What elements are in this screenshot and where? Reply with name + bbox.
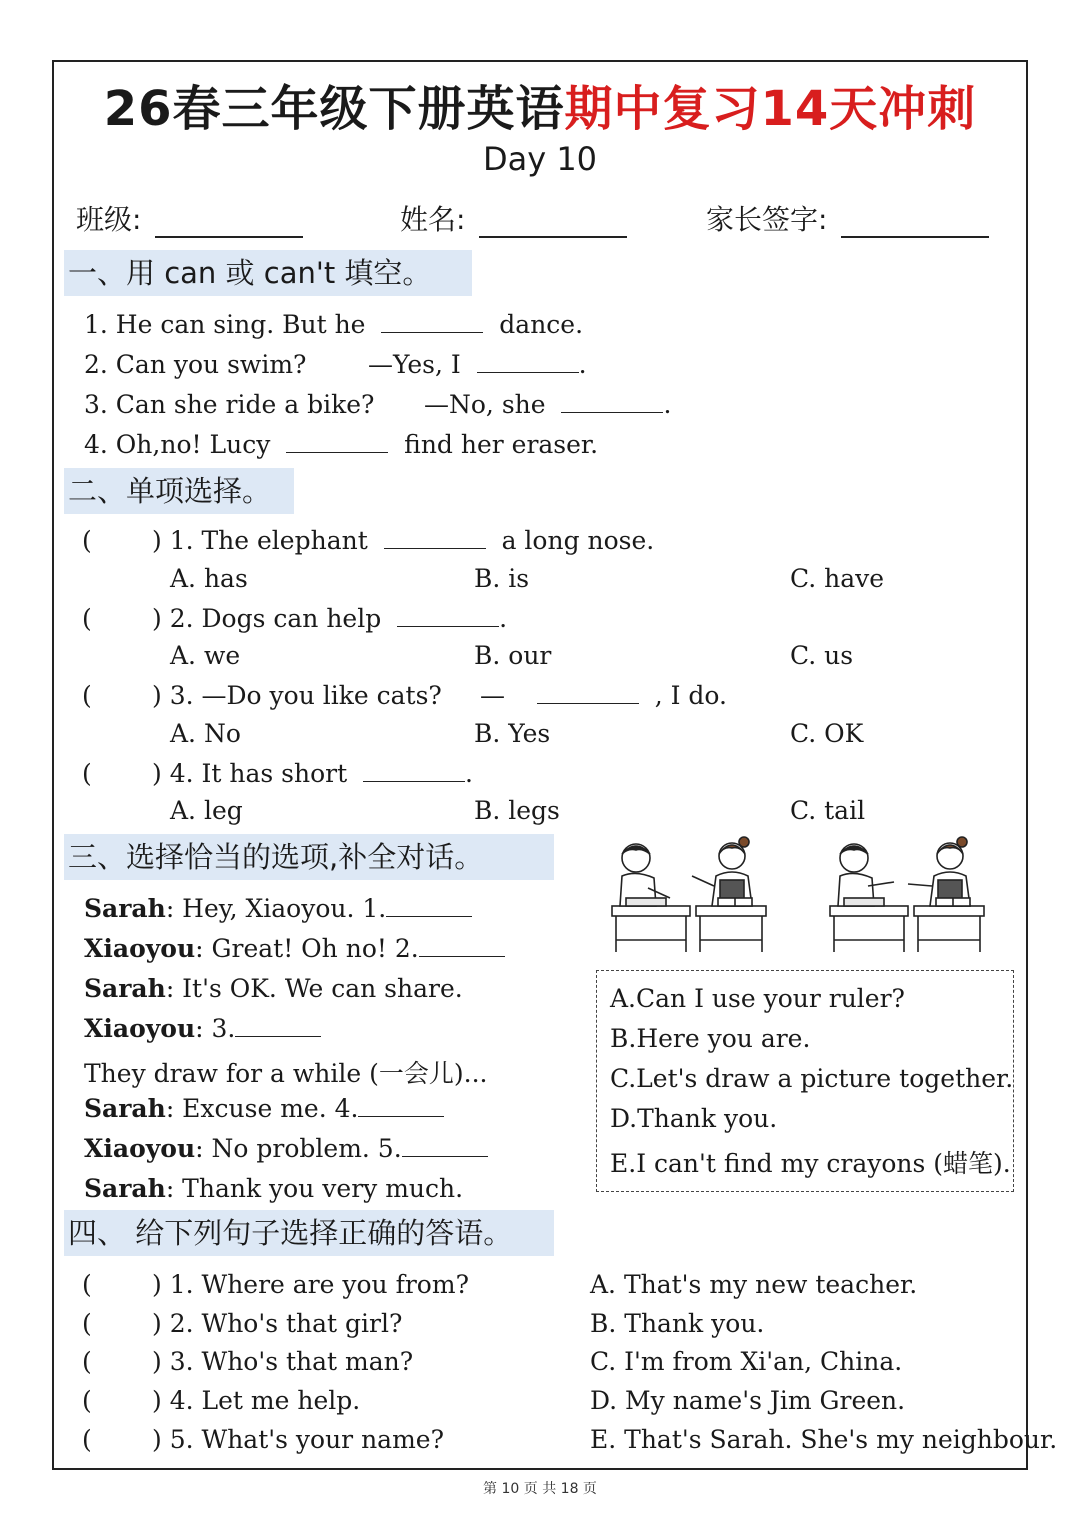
s2-q4-option-b[interactable]: B. legs: [474, 796, 560, 825]
s1-blank-2[interactable]: [477, 350, 579, 373]
dialogue-blank-5[interactable]: [402, 1134, 488, 1157]
s1-item-1: 1. He can sing. But he dance.: [84, 310, 584, 339]
children-drawing-illustration: [606, 836, 1014, 960]
s2-question-2: ) 2. Dogs can help .: [152, 604, 508, 633]
s1-blank-3[interactable]: [561, 390, 663, 413]
s2-question-3-reply: — , I do.: [480, 681, 727, 710]
dialogue-blank-2[interactable]: [419, 934, 505, 957]
dialogue-line-1: Sarah: Hey, Xiaoyou. 1.: [84, 894, 472, 923]
title-main: 26春三年级下册英语: [103, 81, 565, 137]
s4-answer-e: E. That's Sarah. She's my neighbour.: [590, 1425, 1058, 1454]
dialogue-line-3: Sarah: It's OK. We can share.: [84, 974, 463, 1003]
s4-answer-a: A. That's my new teacher.: [590, 1270, 918, 1299]
s2-blank-4[interactable]: [363, 759, 465, 782]
dialogue-blank-4[interactable]: [358, 1094, 444, 1117]
s4-answer-b: B. Thank you.: [590, 1309, 765, 1338]
section1-heading: 一、用 can 或 can't 填空。: [64, 250, 472, 296]
page-footer: 第 10 页 共 18 页: [483, 1481, 597, 1497]
s2-q1-option-c[interactable]: C. have: [790, 564, 885, 593]
section2-heading: 二、单项选择。: [64, 468, 294, 514]
dialogue-narration: They draw for a while (一会儿)...: [84, 1059, 488, 1088]
s2-q1-option-a[interactable]: A. has: [170, 564, 248, 593]
s2-q3-option-c[interactable]: C. OK: [790, 719, 864, 748]
s2-q1-option-b[interactable]: B. is: [474, 564, 530, 593]
s4-answer-d: D. My name's Jim Green.: [590, 1386, 906, 1415]
section4-heading: 四、 给下列句子选择正确的答语。: [64, 1210, 554, 1256]
s4-question-3: ) 3. Who's that man?: [152, 1347, 414, 1376]
s4-answer-paren-3[interactable]: (: [82, 1347, 92, 1376]
s1-item-3-answer: —No, she .: [424, 390, 672, 419]
s2-answer-paren-3[interactable]: (: [82, 681, 92, 710]
s4-answer-paren-5[interactable]: (: [82, 1425, 92, 1454]
s2-blank-1[interactable]: [384, 526, 486, 549]
s2-answer-paren-2[interactable]: (: [82, 604, 92, 633]
name-field[interactable]: 姓名:: [400, 198, 627, 238]
dialogue-option-b: B.Here you are.: [610, 1024, 811, 1053]
dialogue-line-4: Xiaoyou: 3.: [84, 1014, 321, 1043]
s1-blank-1[interactable]: [381, 310, 483, 333]
scene-left: [612, 837, 766, 952]
s2-q4-option-c[interactable]: C. tail: [790, 796, 866, 825]
s2-q3-option-a[interactable]: A. No: [170, 719, 241, 748]
s2-q2-option-a[interactable]: A. we: [170, 641, 241, 670]
s2-blank-3[interactable]: [537, 681, 639, 704]
s4-answer-paren-2[interactable]: (: [82, 1309, 92, 1338]
s4-question-4: ) 4. Let me help.: [152, 1386, 361, 1415]
s4-answer-c: C. I'm from Xi'an, China.: [590, 1347, 903, 1376]
s4-question-1: ) 1. Where are you from?: [152, 1270, 469, 1299]
s2-q4-option-a[interactable]: A. leg: [170, 796, 243, 825]
dialogue-option-a: A.Can I use your ruler?: [610, 984, 905, 1013]
s2-answer-paren-4[interactable]: (: [82, 759, 92, 788]
dialogue-line-7: Sarah: Thank you very much.: [84, 1174, 464, 1203]
s1-item-4: 4. Oh,no! Lucy find her eraser.: [84, 430, 599, 459]
s1-item-3: 3. Can she ride a bike?: [84, 390, 375, 419]
s2-question-4: ) 4. It has short .: [152, 759, 473, 788]
class-field[interactable]: 班级:: [76, 198, 303, 238]
dialogue-line-5: Sarah: Excuse me. 4.: [84, 1094, 444, 1123]
dialogue-option-d: D.Thank you.: [610, 1104, 778, 1133]
s1-item-2: 2. Can you swim?: [84, 350, 307, 379]
day-label: Day 10: [482, 140, 598, 178]
s2-blank-2[interactable]: [397, 604, 499, 627]
dialogue-line-2: Xiaoyou: Great! Oh no! 2.: [84, 934, 505, 963]
s4-question-2: ) 2. Who's that girl?: [152, 1309, 403, 1338]
s2-q2-option-c[interactable]: C. us: [790, 641, 854, 670]
s2-question-1: ) 1. The elephant a long nose.: [152, 526, 655, 555]
title-highlight: 期中复习14天冲刺: [564, 81, 977, 137]
s2-q2-option-b[interactable]: B. our: [474, 641, 552, 670]
parent-signature-field[interactable]: 家长签字:: [706, 198, 989, 238]
s1-blank-4[interactable]: [286, 430, 388, 453]
dialogue-blank-1[interactable]: [386, 894, 472, 917]
s2-q3-option-b[interactable]: B. Yes: [474, 719, 551, 748]
page-title: [0, 70, 1080, 139]
dialogue-line-6: Xiaoyou: No problem. 5.: [84, 1134, 488, 1163]
dialogue-option-e: E.I can't find my crayons (蜡笔).: [610, 1149, 1011, 1178]
s4-answer-paren-1[interactable]: (: [82, 1270, 92, 1299]
dialogue-blank-3[interactable]: [235, 1014, 321, 1037]
scene-right: [830, 837, 984, 952]
section3-heading: 三、选择恰当的选项,补全对话。: [64, 834, 554, 880]
s1-item-2-answer: —Yes, I .: [368, 350, 587, 379]
s2-answer-paren-1[interactable]: (: [82, 526, 92, 555]
s4-question-5: ) 5. What's your name?: [152, 1425, 444, 1454]
s4-answer-paren-4[interactable]: (: [82, 1386, 92, 1415]
s2-question-3: ) 3. —Do you like cats?: [152, 681, 442, 710]
dialogue-option-c: C.Let's draw a picture together.: [610, 1064, 1014, 1093]
